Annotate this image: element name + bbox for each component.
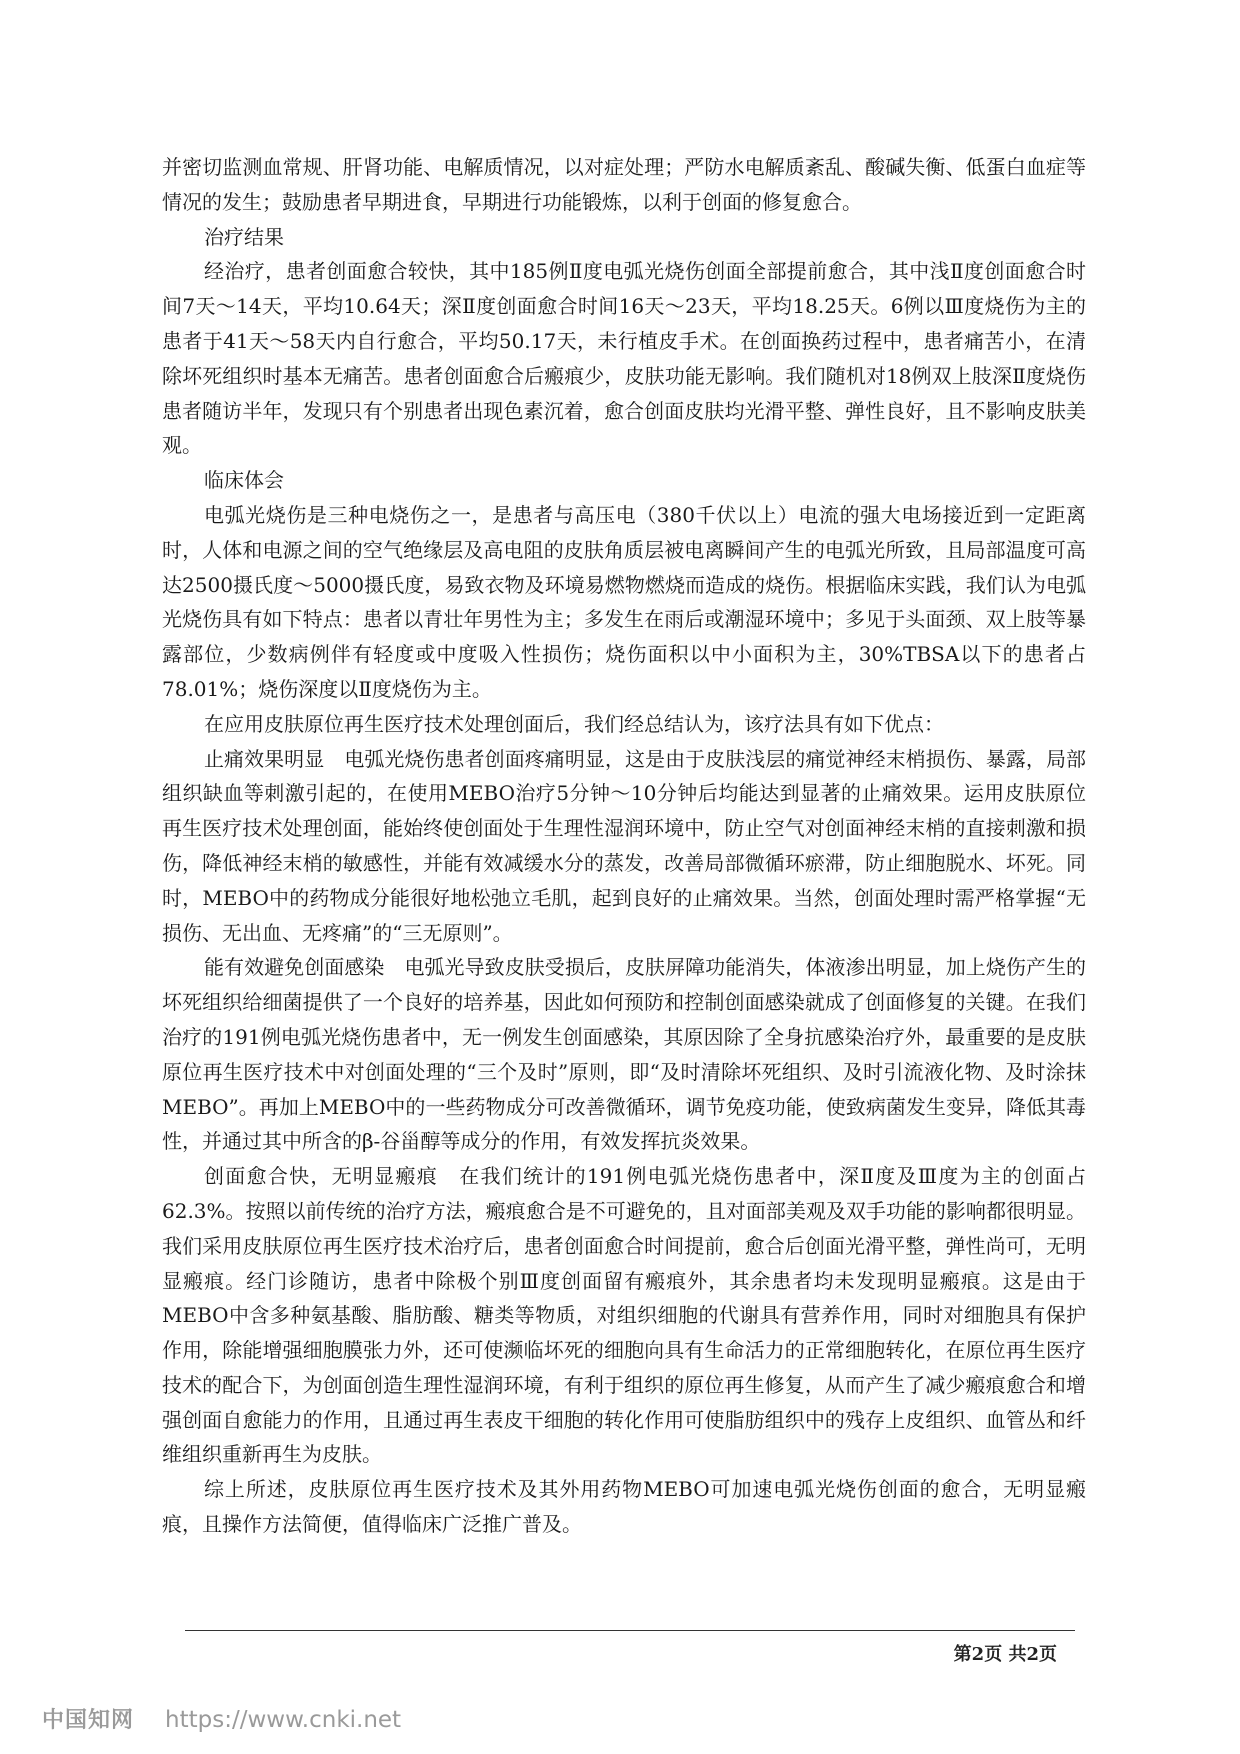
footer-divider	[185, 1630, 1075, 1631]
paragraph: 止痛效果明显 电弧光烧伤患者创面疼痛明显，这是由于皮肤浅层的痛觉神经末梢损伤、暴露，局部组织缺血等刺激引起的，在使用MEBO治疗5分钟～10分钟后均能达到显著的止痛效果。运用皮肤原位再生医疗技术处理创面，能始终使创面处于生理性湿润环境中，防止空气对创面神经末梢的直接刺激和损伤，降低神经末梢的敏感性，并能有效减缓水分的蒸发，改善局部微循环瘀滞，防止细胞脱水、坏死。同时，MEBO中的药物成分能很好地松弛立毛肌，起到良好的止痛效果。当然，创面处理时需严格掌握“无损伤、无出血、无疼痛”的“三无原则”。	[162, 746, 1086, 945]
section-heading-clinical: 临床体会	[204, 468, 284, 493]
paragraph: 并密切监测血常规、肝肾功能、电解质情况，以对症处理；严防水电解质紊乱、酸碱失衡、低蛋白血症等情况的发生；鼓励患者早期进食，早期进行功能锻炼，以利于创面的修复愈合。	[162, 155, 1086, 214]
watermark-url[interactable]: https://www.cnki.net	[165, 1707, 402, 1733]
paragraph: 能有效避免创面感染 电弧光导致皮肤受损后，皮肤屏障功能消失，体液渗出明显，加上烧伤产生的坏死组织给细菌提供了一个良好的培养基，因此如何预防和控制创面感染就成了创面修复的关键。在我们治疗的191例电弧光烧伤患者中，无一例发生创面感染，其原因除了全身抗感染治疗外，最重要的是皮肤原位再生医疗技术中对创面处理的“三个及时”原则，即“及时清除坏死组织、及时引流液化物、及时涂抹MEBO”。再加上MEBO中的一些药物成分可改善微循环，调节免疫功能，使致病菌发生变异，降低其毒性，并通过其中所含的β-谷甾醇等成分的作用，有效发挥抗炎效果。	[162, 955, 1086, 1154]
paragraph: 电弧光烧伤是三种电烧伤之一，是患者与高压电（380千伏以上）电流的强大电场接近到一定距离时，人体和电源之间的空气绝缘层及高电阻的皮肤角质层被电离瞬间产生的电弧光所致，且局部温度可高达2500摄氏度～5000摄氏度，易致衣物及环境易燃物燃烧而造成的烧伤。根据临床实践，我们认为电弧光烧伤具有如下特点：患者以青壮年男性为主；多发生在雨后或潮湿环境中；多见于头面颈、双上肢等暴露部位，少数病例伴有轻度或中度吸入性损伤；烧伤面积以中小面积为主，30%TBSA以下的患者占78.01%；烧伤深度以Ⅱ度烧伤为主。	[162, 502, 1086, 701]
paragraph: 综上所述，皮肤原位再生医疗技术及其外用药物MEBO可加速电弧光烧伤创面的愈合，无明显瘢痕，且操作方法简便，值得临床广泛推广普及。	[162, 1477, 1086, 1537]
paragraph: 在应用皮肤原位再生医疗技术处理创面后，我们经总结认为，该疗法具有如下优点：	[204, 711, 944, 736]
document-body	[162, 150, 1086, 1542]
paragraph: 创面愈合快，无明显瘢痕 在我们统计的191例电弧光烧伤患者中，深Ⅱ度及Ⅲ度为主的创面占62.3%。按照以前传统的治疗方法，瘢痕愈合是不可避免的，且对面部美观及双手功能的影响都很明显。我们采用皮肤原位再生医疗技术治疗后，患者创面愈合时间提前，愈合后创面光滑平整，弹性尚可，无明显瘢痕。经门诊随访，患者中除极个别Ⅲ度创面留有瘢痕外，其余患者均未发现明显瘢痕。这是由于MEBO中含多种氨基酸、脂肪酸、糖类等物质，对组织细胞的代谢具有营养作用，同时对细胞具有保护作用，除能增强细胞膜张力外，还可使濒临坏死的细胞向具有生命活力的正常细胞转化，在原位再生医疗技术的配合下，为创面创造生理性湿润环境，有利于组织的原位再生修复，从而产生了减少瘢痕愈合和增强创面自愈能力的作用，且通过再生表皮干细胞的转化作用可使脂肪组织中的残存上皮组织、血管丛和纤维组织重新再生为皮肤。	[162, 1164, 1086, 1467]
cnki-watermark	[42, 1703, 401, 1734]
page-number: 第2页 共2页	[953, 1644, 1057, 1665]
watermark-name: 中国知网	[42, 1708, 135, 1733]
paragraph: 经治疗，患者创面愈合较快，其中185例Ⅱ度电弧光烧伤创面全部提前愈合，其中浅Ⅱ度创面愈合时间7天～14天，平均10.64天；深Ⅱ度创面愈合时间16天～23天，平均18.25天。6例以Ⅲ度烧伤为主的患者于41天～58天内自行愈合，平均50.17天，未行植皮手术。在创面换药过程中，患者痛苦小，在清除坏死组织时基本无痛苦。患者创面愈合后瘢痕少，皮肤功能无影响。我们随机对18例双上肢深Ⅱ度烧伤患者随访半年，发现只有个别患者出现色素沉着，愈合创面皮肤均光滑平整、弹性良好，且不影响皮肤美观。	[162, 259, 1086, 458]
section-heading-results: 治疗结果	[204, 224, 284, 249]
